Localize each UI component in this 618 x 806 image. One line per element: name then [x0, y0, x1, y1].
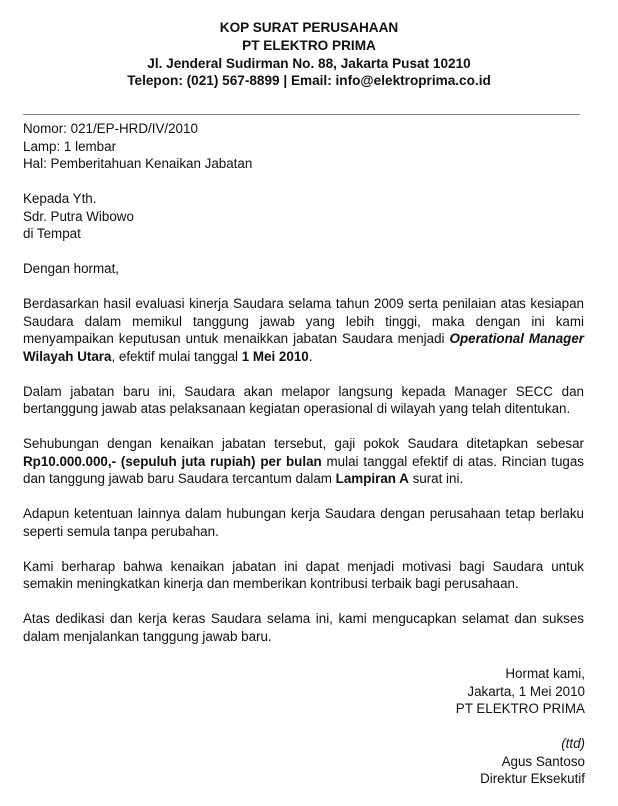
p3-text-1: Sehubungan dengan kenaikan jabatan tersebut, gaji pokok Saudara ditetapkan sebesar: [23, 436, 584, 451]
closing-block: [456, 665, 585, 788]
letterhead-title: KOP SURAT PERUSAHAAN: [219, 20, 399, 35]
letter-meta: [23, 120, 584, 173]
letter-attachment: Lamp: 1 lembar: [23, 138, 117, 154]
signature-gap: [456, 718, 585, 736]
recipient-location: di Tempat: [23, 226, 81, 241]
paragraph-promotion: [23, 295, 584, 365]
effective-date: 1 Mei 2010: [241, 348, 309, 364]
signatory-name: Agus Santoso: [501, 753, 585, 769]
recipient-greeting: Kepada Yth.: [23, 191, 97, 206]
letterhead: [0, 19, 618, 90]
p1-text-2: , efektif mulai tanggal: [111, 348, 242, 364]
paragraph-terms: Adapun ketentuan lainnya dalam hubungan kerja Saudara dengan perusahaan tetap berlaku seperti semula tanpa perubahan.: [23, 506, 584, 539]
paragraph-congratulations: Atas dedikasi dan kerja keras Saudara selama ini, kami mengucapkan selamat dan sukses dalam menjalankan tanggung jawab baru.: [23, 611, 584, 644]
signature-text: (ttd): [561, 736, 585, 751]
closing-company: PT ELEKTRO PRIMA: [455, 701, 585, 716]
p3-text-2: mulai tanggal efektif di atas. Rincian tugas dan tanggung jawab baru Saudara tercantum dalam: [23, 453, 584, 486]
company-address: Jl. Jenderal Sudirman No. 88, Jakarta Pusat 10210: [147, 55, 471, 71]
letter-body: [23, 120, 584, 663]
letterhead-divider: [23, 114, 580, 115]
signatory-title: Direktur Eksekutif: [480, 771, 585, 786]
letter-subject: Hal: Pemberitahuan Kenaikan Jabatan: [23, 156, 253, 171]
salary-amount: Rp10.000.000,- (sepuluh juta rupiah) per bulan: [23, 453, 322, 469]
company-name: PT ELEKTRO PRIMA: [242, 37, 376, 53]
closing-greeting: Hormat kami,: [505, 666, 585, 681]
p1-text-1: Berdasarkan hasil evaluasi kinerja Saudara selama tahun 2009 serta penilaian atas kesiapan Saudara dalam memikul tanggung jawab yang lebih tinggi, maka dengan ini kami menyampaikan keputusan untuk menaikkan jabatan Saudara menjadi: [23, 296, 584, 346]
attachment-reference: Lampiran A: [335, 471, 409, 486]
letter-number: Nomor: 021/EP-HRD/IV/2010: [23, 121, 198, 136]
new-position: Operational Manager: [449, 331, 584, 346]
paragraph-motivation: Kami berharap bahwa kenaikan jabatan ini dapat menjadi motivasi bagi Saudara untuk semakin meningkatkan kinerja dan memberikan kontribusi terbaik bagi perusahaan.: [23, 558, 584, 591]
p3-text-3: surat ini.: [408, 471, 464, 486]
recipient-name: Sdr. Putra Wibowo: [23, 208, 134, 224]
company-contact: Telepon: (021) 567-8899 | Email: info@elektroprima.co.id: [127, 73, 491, 89]
signature-mark: [456, 735, 585, 753]
salutation: Dengan hormat,: [23, 261, 120, 276]
paragraph-salary: [23, 435, 584, 488]
closing-place-date: Jakarta, 1 Mei 2010: [467, 683, 585, 699]
recipient-block: [23, 190, 584, 243]
p1-text-3: .: [308, 348, 313, 364]
paragraph-reporting: Dalam jabatan baru ini, Saudara akan melapor langsung kepada Manager SECC dan bertanggung jawab atas pelaksanaan kegiatan operasional di wilayah yang telah ditentukan.: [23, 383, 584, 416]
position-region: Wilayah Utara: [23, 348, 112, 364]
